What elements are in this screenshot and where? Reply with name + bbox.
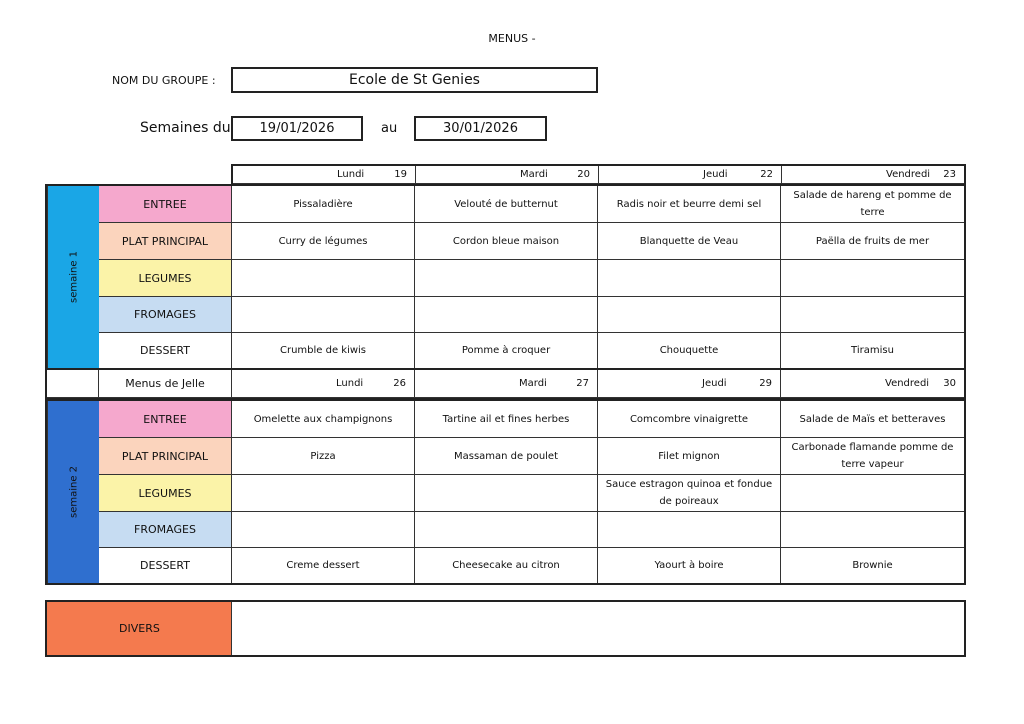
menu-cell: Sauce estragon quinoa et fondue de poireaux (598, 475, 781, 512)
category-fromages: FROMAGES (99, 512, 232, 548)
menu-cell: Blanquette de Veau (598, 223, 781, 260)
category-plat-principal: PLAT PRINCIPAL (99, 223, 232, 260)
week1-side-label: semaine 1 (47, 186, 100, 368)
week1-table (45, 184, 966, 370)
menu-cell (415, 260, 598, 297)
day-header-w1-vendredi (782, 166, 964, 184)
menu-cell: Radis noir et beurre demi sel (598, 186, 781, 223)
day-header-w2-vendredi (781, 370, 964, 398)
day-number: 30 (943, 378, 956, 389)
menu-cell (781, 512, 964, 548)
day-number: 22 (760, 169, 773, 180)
menu-cell (598, 512, 781, 548)
day-number: 26 (393, 378, 406, 389)
menu-cell: Massaman de poulet (415, 438, 598, 475)
day-header-w2-lundi (232, 370, 415, 398)
menu-cell: Carbonade flamande pomme de terre vapeur (781, 438, 964, 475)
category-entree: ENTREE (99, 401, 232, 438)
day-header-w1-mardi (416, 166, 599, 184)
category-legumes: LEGUMES (99, 475, 232, 512)
week2-side-label: semaine 2 (47, 401, 100, 583)
menu-cell: Cheesecake au citron (415, 548, 598, 583)
menu-cell: Chouquette (598, 333, 781, 368)
menu-cell (781, 475, 964, 512)
menu-cell (232, 475, 415, 512)
menu-cell (415, 297, 598, 333)
day-name: Jeudi (702, 378, 727, 389)
menu-cell (232, 260, 415, 297)
category-dessert: DESSERT (99, 333, 232, 368)
menu-cell (781, 260, 964, 297)
menu-cell (598, 297, 781, 333)
menu-cell: Crumble de kiwis (232, 333, 415, 368)
end-date-field[interactable]: 30/01/2026 (414, 116, 547, 141)
category-legumes: LEGUMES (99, 260, 232, 297)
divers-content (232, 602, 964, 655)
day-name: Vendredi (885, 378, 930, 389)
menu-cell (415, 475, 598, 512)
divers-label: DIVERS (47, 602, 232, 655)
menu-cell: Tartine ail et fines herbes (415, 401, 598, 438)
menu-cell (415, 512, 598, 548)
day-name: Mardi (520, 169, 548, 180)
date-connector: au (381, 121, 398, 136)
category-entree: ENTREE (99, 186, 232, 223)
group-label: NOM DU GROUPE : (112, 74, 216, 87)
day-number: 23 (943, 169, 956, 180)
menu-cell: Curry de légumes (232, 223, 415, 260)
divers-row (45, 600, 966, 657)
day-name: Jeudi (703, 169, 728, 180)
day-number: 29 (759, 378, 772, 389)
day-name: Mardi (519, 378, 547, 389)
day-name: Vendredi (886, 169, 931, 180)
day-name: Lundi (336, 378, 364, 389)
menu-cell: Comcombre vinaigrette (598, 401, 781, 438)
week2-header-label: Menus de Jelle (99, 370, 232, 398)
menu-cell: Pomme à croquer (415, 333, 598, 368)
menu-cell: Salade de hareng et pomme de terre (781, 186, 964, 223)
menu-cell: Brownie (781, 548, 964, 583)
menu-cell (232, 297, 415, 333)
menu-cell (598, 260, 781, 297)
menu-cell: Cordon bleue maison (415, 223, 598, 260)
menu-cell: Filet mignon (598, 438, 781, 475)
menu-cell: Creme dessert (232, 548, 415, 583)
week1-header-row (231, 164, 966, 184)
group-name-field[interactable]: Ecole de St Genies (231, 67, 598, 93)
menu-cell (232, 512, 415, 548)
category-fromages: FROMAGES (99, 297, 232, 333)
category-dessert: DESSERT (99, 548, 232, 583)
day-name: Lundi (337, 169, 365, 180)
start-date-field[interactable]: 19/01/2026 (231, 116, 363, 141)
day-number: 20 (577, 169, 590, 180)
day-header-w2-mardi (415, 370, 598, 398)
menu-cell: Pissaladière (232, 186, 415, 223)
category-plat-principal: PLAT PRINCIPAL (99, 438, 232, 475)
day-header-w2-jeudi (598, 370, 781, 398)
menu-cell (781, 297, 964, 333)
day-number: 27 (576, 378, 589, 389)
menu-cell: Salade de Maïs et betteraves (781, 401, 964, 438)
menu-cell: Paëlla de fruits de mer (781, 223, 964, 260)
menu-cell: Yaourt à boire (598, 548, 781, 583)
menu-cell: Pizza (232, 438, 415, 475)
day-header-w1-lundi (233, 166, 416, 184)
day-number: 19 (394, 169, 407, 180)
week2-table (45, 399, 966, 585)
week2-header-spacer (47, 370, 99, 398)
day-header-w1-jeudi (599, 166, 782, 184)
page-title: MENUS - (488, 32, 536, 45)
weeks-label: Semaines du (140, 120, 231, 136)
menu-cell: Velouté de butternut (415, 186, 598, 223)
week2-header-row (45, 368, 966, 400)
menu-cell: Tiramisu (781, 333, 964, 368)
menu-cell: Omelette aux champignons (232, 401, 415, 438)
